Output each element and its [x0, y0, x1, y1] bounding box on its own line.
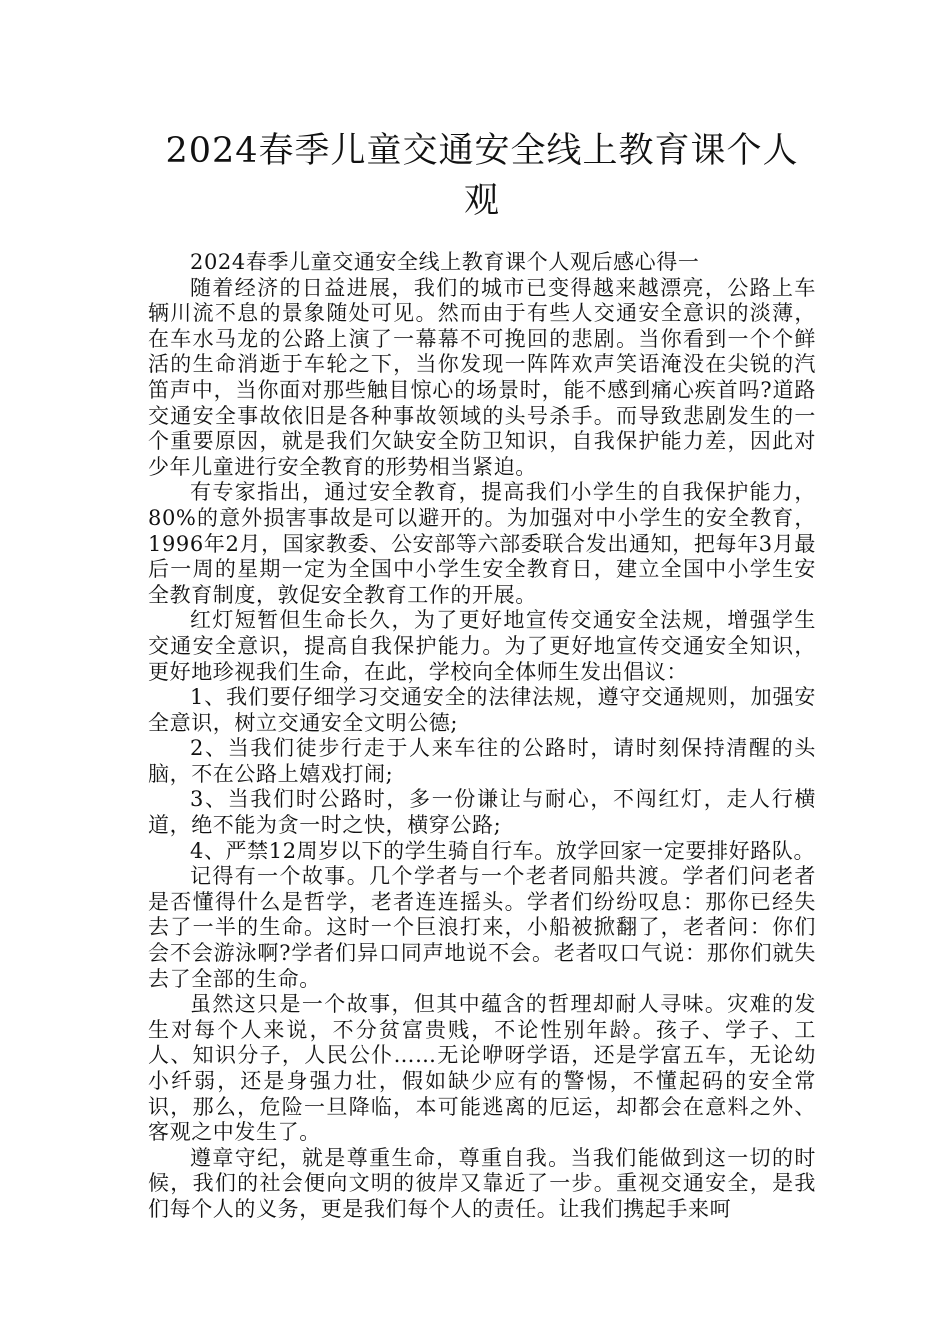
document-body	[148, 250, 816, 1223]
subtitle-paragraph: 2024春季儿童交通安全线上教育课个人观后感心得一	[190, 250, 700, 274]
paragraph-conclusion: 遵章守纪，就是尊重生命，尊重自我。当我们能做到这一切的时候，我们的社会便向文明的彼岸又靠近了一步。重视交通安全，是我们每个人的义务，更是我们每个人的责任。让我们携起手来呵	[148, 1145, 816, 1221]
paragraph-proposal: 红灯短暂但生命长久，为了更好地宣传交通安全法规，增强学生交通安全意识，提高自我保护能力。为了更好地宣传交通安全知识，更好地珍视我们生命，在此，学校向全体师生发出倡议：	[148, 608, 816, 684]
list-item-1: 1、我们要仔细学习交通安全的法律法规，遵守交通规则，加强安全意识，树立交通安全文明公德;	[148, 685, 816, 735]
title-line-1: 2024春季儿童交通安全线上教育课个人观	[165, 131, 799, 221]
paragraph-story: 记得有一个故事。几个学者与一个老者同船共渡。学者们问老者是否懂得什么是哲学，老者连连摇头。学者们纷纷叹息：那你已经失去了一半的生命。这时一个巨浪打来，小船被掀翻了，老者问：你们会不会游泳啊?学者们异口同声地说不会。老者叹口气说：那你们就失去了全部的生命。	[148, 864, 816, 991]
list-item-2: 2、当我们徒步行走于人来车往的公路时，请时刻保持清醒的头脑，不在公路上嬉戏打闹;	[148, 736, 816, 786]
paragraph-reflection: 虽然这只是一个故事，但其中蕴含的哲理却耐人寻味。灾难的发生对每个人来说，不分贫富贵贱，不论性别年龄。孩子、学子、工人、知识分子，人民公仆……无论咿呀学语，还是学富五车，无论幼小纤弱，还是身强力壮，假如缺少应有的警惕，不懂起码的安全常识，那么，危险一旦降临，本可能逃离的厄运，却都会在意料之外、客观之中发生了。	[148, 992, 816, 1145]
paragraph-intro: 随着经济的日益进展，我们的城市已变得越来越漂亮，公路上车辆川流不息的景象随处可见。然而由于有些人交通安全意识的淡薄，在车水马龙的公路上演了一幕幕不可挽回的悲剧。当你看到一个个鲜活的生命消逝于车轮之下，当你发现一阵阵欢声笑语淹没在尖锐的汽笛声中，当你面对那些触目惊心的场景时，能不感到痛心疾首吗?道路交通安全事故依旧是各种事故领域的头号杀手。而导致悲剧发生的一个重要原因，就是我们欠缺安全防卫知识，自我保护能力差，因此对少年儿童进行安全教育的形势相当紧迫。	[148, 275, 816, 479]
list-item-4: 4、严禁12周岁以下的学生骑自行车。放学回家一定要排好路队。	[190, 838, 816, 863]
paragraph-expert: 有专家指出，通过安全教育，提高我们小学生的自我保护能力，80%的意外损害事故是可以避开的。为加强对中小学生的安全教育，1996年2月，国家教委、公安部等六部委联合发出通知，把每年3月最后一周的星期一定为全国中小学生安全教育日，建立全国中小学生安全教育制度，敦促安全教育工作的开展。	[148, 480, 816, 607]
document-page	[148, 126, 816, 1223]
document-title	[148, 126, 816, 222]
list-item-3: 3、当我们时公路时，多一份谦让与耐心，不闯红灯，走人行横道，绝不能为贪一时之快，横穿公路;	[148, 787, 816, 838]
